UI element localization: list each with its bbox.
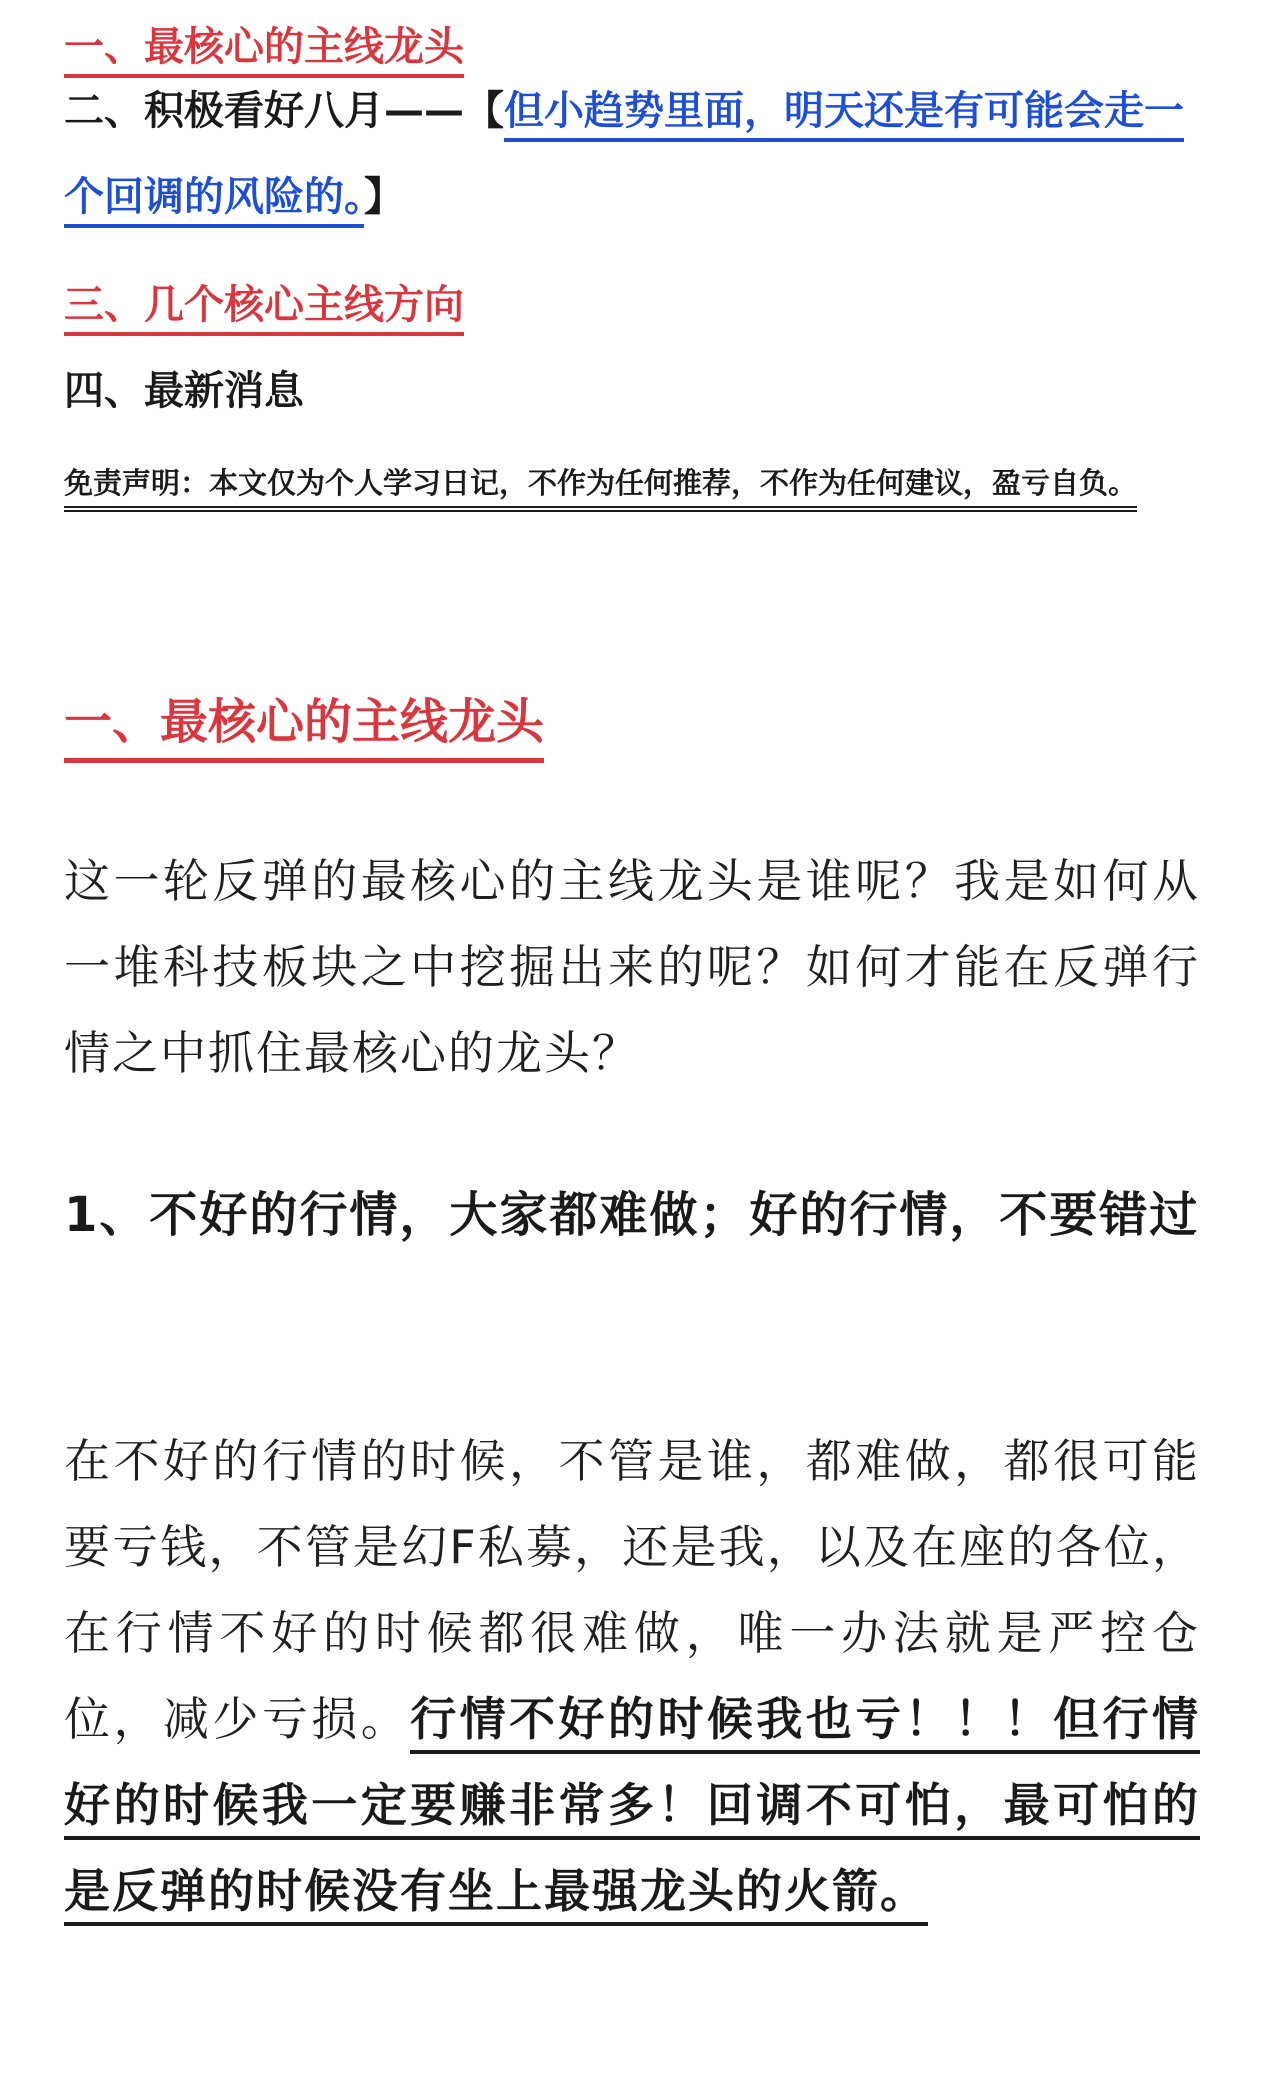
body-plain-text: 在不好的行情的时候，不管是谁，都难做，都很可能要亏钱，不管是幻F私募，还是我，以及在座的各位，在行情不好的时候都很难做，唯一办法就是严控仓位，减少亏损。 [64,1434,1200,1746]
toc-item-4-label: 四、最新消息 [64,368,304,414]
disclaimer-text: 免责声明：本文仅为个人学习日记，不作为任何推荐，不作为任何建议，盈亏自负。 [64,466,1137,512]
toc-item-3-label[interactable]: 三、几个核心主线方向 [64,282,464,336]
body-paragraph [64,1418,1200,1934]
toc-item-2-prefix: 二、积极看好八月——【 [64,88,504,134]
toc-item-1-label[interactable]: 一、最核心的主线龙头 [64,24,464,78]
toc-item-2-suffix: 】 [364,174,404,220]
body-bold-text: 行情不好的时候我也亏！！！但行情好的时候我一定要赚非常多！回调不可怕，最可怕的是反弹的时候没有坐上最强龙头的火箭。 [64,1692,1200,1926]
section-title-1-text: 一、最核心的主线龙头 [64,694,544,763]
toc-item-2 [64,68,1200,240]
subheading-1: 1、不好的行情，大家都难做；好的行情，不要错过 [64,1187,1200,1243]
disclaimer [64,440,1200,526]
toc-item-4 [64,348,1200,434]
intro-paragraph: 这一轮反弹的最核心的主线龙头是谁呢？我是如何从一堆科技板块之中挖掘出来的呢？如何才能在反弹行情之中抓住最核心的龙头？ [64,854,1200,1080]
toc-item-3[interactable] [64,262,1200,348]
toc-item-2-link[interactable]: 但小趋势里面，明天还是有可能会走一个回调的风险的。 [64,88,1184,228]
section-title-1 [64,692,544,752]
